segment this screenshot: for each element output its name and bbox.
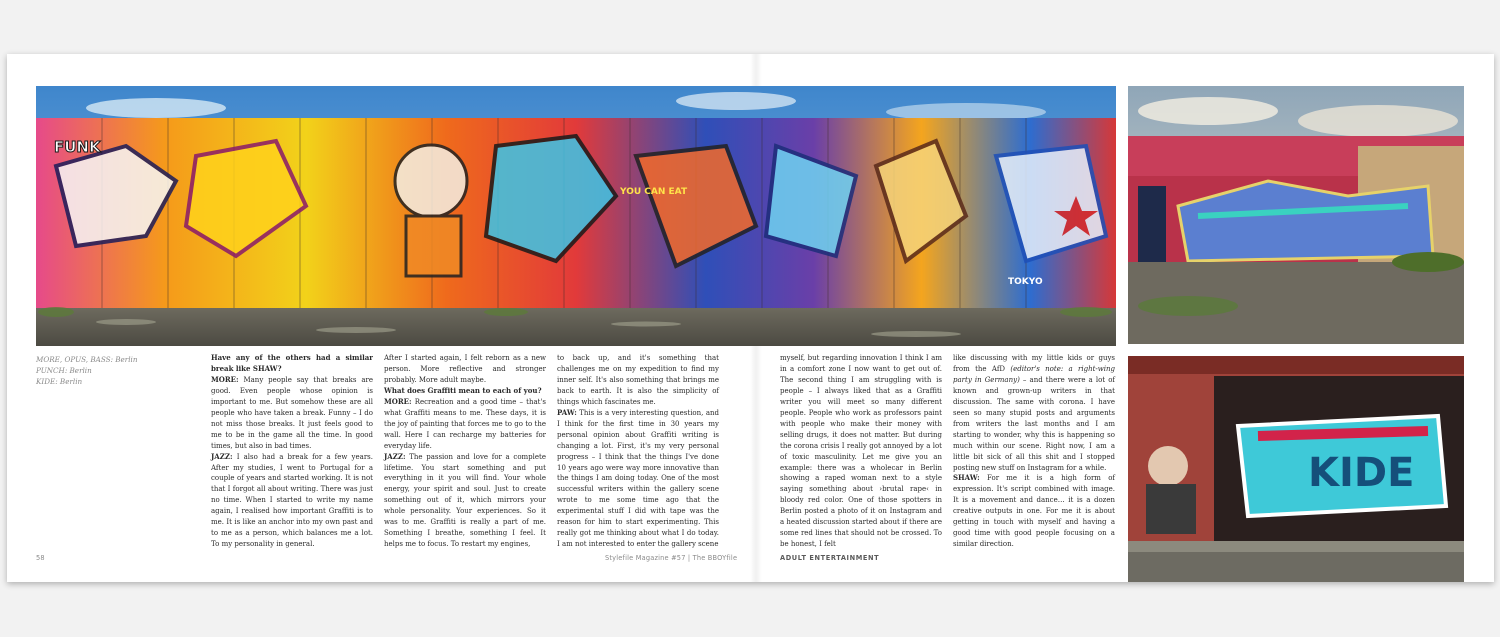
caption-line: PUNCH: Berlin bbox=[36, 366, 92, 375]
tag-kide: KIDE bbox=[1308, 450, 1415, 496]
speaker-label: MORE: bbox=[384, 396, 412, 406]
section-title: ADULT ENTERTAINMENT bbox=[780, 554, 880, 562]
text-column-3 bbox=[557, 353, 719, 549]
panorama-graffiti-photo bbox=[36, 86, 1116, 346]
speaker-label: JAZZ: bbox=[384, 451, 406, 461]
tag-tokyo: TOKYO bbox=[1008, 277, 1043, 287]
page-number: 58 bbox=[36, 554, 45, 562]
tag-funk: FUNK bbox=[54, 138, 101, 156]
editors-note: (editor's note: a right-wing party in Germany) bbox=[953, 364, 1115, 384]
caption-line: KIDE: Berlin bbox=[36, 377, 83, 386]
tag-you-can-eat: YOU CAN EAT bbox=[620, 187, 688, 197]
answer-text: After I started again, I felt reborn as a new person. More reflective and stronger probably. More adult maybe. bbox=[384, 354, 546, 384]
right-bottom-graffiti-photo bbox=[1128, 356, 1464, 582]
right-top-graffiti-photo bbox=[1128, 86, 1464, 344]
answer-text: – and there were a lot of known and grown-up writers in that discussion. The same with corona. I have seen so many stupid posts and arguments from writers the last months and I am starting to wonder, why this is happening so much within our scene. Right now, I am a little bit sick of all this shit and I stopped posting new stuff on Instagram for a while. bbox=[953, 375, 1115, 472]
text-column-5 bbox=[953, 353, 1115, 549]
magazine-footer: Stylefile Magazine #57 | The BBOYfile bbox=[605, 554, 738, 562]
answer-text: This is a very interesting question, and I think for the first time in 30 years my personal opinion about Graffiti writing is changing a lot. First, it's my very personal progress – I think that the things I've done 10 years ago were way more innovative than the things I am doing today. One of the most successful writers within the gallery scene wrote to me some time ago that the experimental stuff I did with tape was the reason for him to start experimenting. This really got me thinking about what I do today. I am not interested to enter the gallery scene bbox=[557, 408, 719, 549]
answer-text: For me it is a high form of expression. It's script combined with image. It is a movement and dance… it is a dozen creative outputs in one. For me it is about getting in touch with myself and having a good time with good people focusing on a similar direction. bbox=[953, 474, 1115, 549]
answer-text: Many people say that breaks are good. Even people whose opinion is important to me. But somehow these are all people who have taken a break. Funny – I do not miss those breaks. It just feels good to me to be in the game all the time. In good times, but also in bad times. bbox=[211, 375, 373, 450]
text-column-2 bbox=[384, 353, 546, 549]
speaker-label: PAW: bbox=[557, 407, 577, 417]
answer-text: like discussing with my little kids or guys from the AfD bbox=[953, 354, 1115, 373]
answer-text: I also had a break for a few years. After my studies, I went to Portugal for a couple of years and started working. It is not that I forgot all about writing. There was just no time. When I started to write my name again, I realised how important Graffiti is to me. It is like an anchor into my own past and to me as a person, which balances me a lot. To my personality in general. bbox=[211, 452, 373, 549]
speaker-label: JAZZ: bbox=[211, 451, 233, 461]
question: Have any of the others had a similar break like SHAW? bbox=[211, 353, 373, 373]
caption-line: MORE, OPUS, BASS: Berlin bbox=[36, 355, 138, 364]
speaker-label: SHAW: bbox=[953, 473, 980, 483]
question: What does Graffiti mean to each of you? bbox=[384, 385, 542, 395]
speaker-label: MORE: bbox=[211, 374, 239, 384]
answer-text: myself, but regarding innovation I think I am in a comfort zone I now want to get out of. The second thing I am struggling with is people – I always liked that as a Graffiti writer you will meet so many different people. People who work as professors paint with people who make their money with selling drugs, it does not matter. But during the corona crisis I really got annoyed by a lot of toxic masculinity. Let me give you an example: there was a wholecar in Berlin showing a raped woman next to a style saying something about ›brutal rape‹ in bloody red color. One of those spotters in Berlin posted a photo of it on Instagram and a heated discussion started about if there are some red lines that should not be crossed. To be honest, I felt bbox=[780, 354, 942, 549]
photo-caption bbox=[36, 354, 196, 387]
text-column-4 bbox=[780, 353, 942, 549]
text-column-1 bbox=[211, 353, 373, 549]
answer-text: The passion and love for a complete lifetime. You start something and put everything in it you will find. Your whole energy, your spirit and soul. Just to create something out of it, which mirrors your whole personality. Your experiences. So it was to me. Graffiti is really a part of me. Something I breathe, something I feel. It helps me to focus. To restart my engines, bbox=[384, 452, 546, 549]
answer-text: Recreation and a good time – that's what Graffiti means to me. These days, it is the joy of painting that forces me to go to the wall. Here I can recharge my batteries for everyday life. bbox=[384, 397, 546, 450]
answer-text: to back up, and it's something that challenges me on my expedition to find my inner self. It's also something that brings me back to earth. It is also the simplicity of things which fascinates me. bbox=[557, 354, 719, 406]
